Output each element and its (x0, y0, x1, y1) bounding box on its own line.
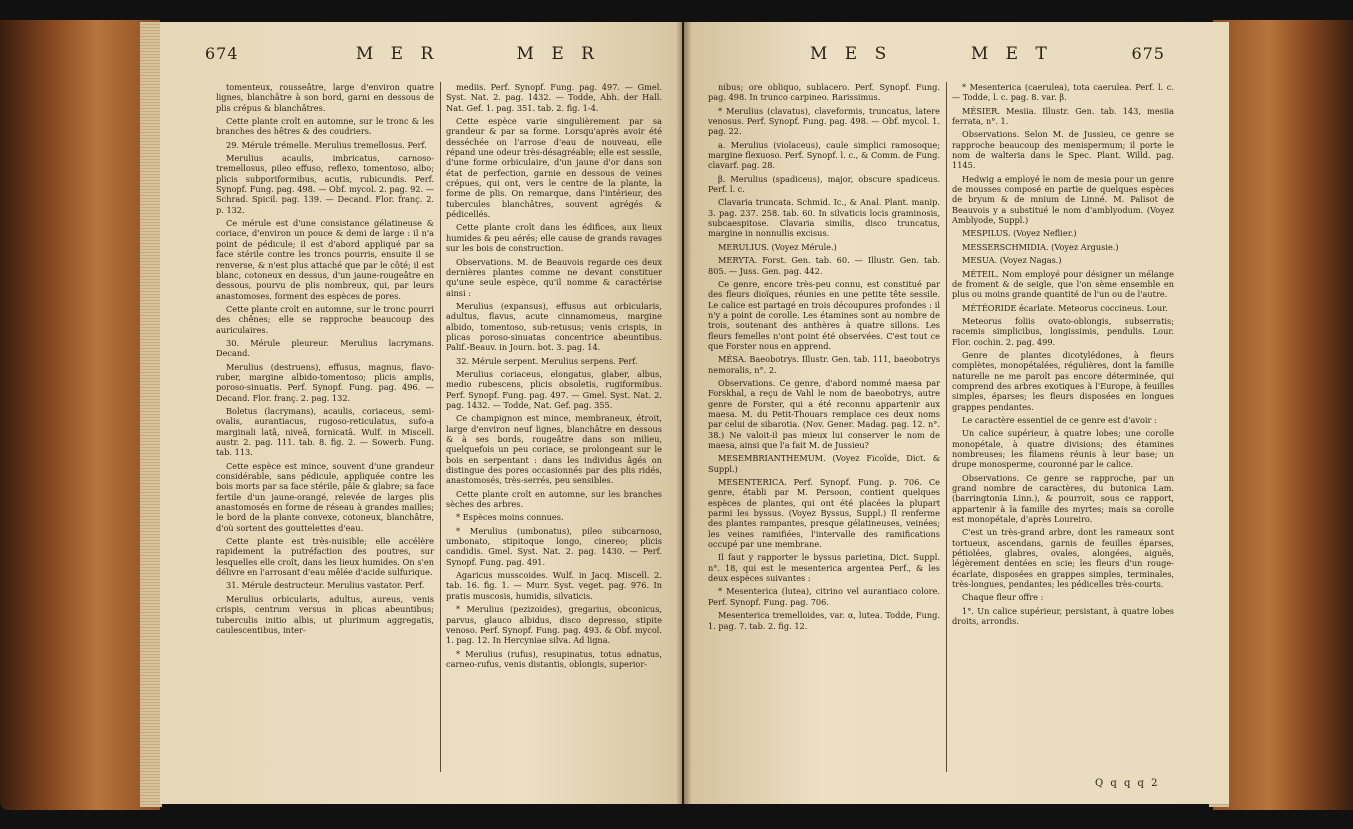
right-page-number: 675 (1131, 44, 1165, 63)
paragraph: mediis. Perf. Synopf. Fung. pag. 497. — Gmel. Syst. Nat. 2. pag. 1432. — Todde, Abh. der Hall. Nat. Gef. 1. pag. 351. tab. 2. fig. 1-4. (446, 82, 662, 113)
signature-mark: Q q q q 2 (1095, 778, 1160, 789)
paragraph: Cette plante est très-nuisible; elle accélère rapidement la putréfaction des poutres, sur lesquelles elle croît, dans les lieux humides. On s'en délivre en l'arrosant d'eau mêlée d'acide sulfurique. (216, 536, 434, 578)
paragraph: * Merulius (rufus), resupinatus, totus adnatus, carneo-rufus, venis distantis, oblongis, superior- (446, 648, 662, 669)
paragraph: MÉSIER. Mesiia. Illustr. Gen. tab. 143, mesiia ferrata, n°. 1. (952, 105, 1174, 127)
paragraph: Cette plante croît en automne, sur le tronc pourri des chênes; elle se rapproche beaucoup des auriculaires. (216, 303, 434, 335)
paragraph: Mesenterica tremelloides, var. α, lutea. Todde, Fung. 1. pag. 7. tab. 2. fig. 12. (708, 610, 940, 631)
paragraph: MERYTA. Forst. Gen. tab. 60. — Illustr. Gen. tab. 805. — Juss. Gen. pag. 442. (708, 255, 940, 276)
paragraph: tomenteux, rousseâtre, large d'environ quatre lignes, blanchâtre à son bord, garni en dessous de plis crépus & blanchâtres. (216, 82, 434, 113)
paragraph: * Merulius (clavatus), claveformis, truncatus, latere venosus. Perf. Synopf. Fung. pag. 498. — Obf. mycol. 1. pag. 22. (708, 105, 940, 137)
right-column-2 (952, 82, 1174, 630)
paragraph: Clavaria truncata. Schmid. Ic., & Anal. Plant. manip. 3. pag. 237. 258. tab. 60. In silvaticis locis graminosis, subcaespitose. Clavaria similis, disco truncatus, margine in nonnullis excisus. (708, 197, 940, 239)
paragraph: MÉSA. Baeobotrys. Illustr. Gen. tab. 111, baeobotrys nemoralis, n°. 2. (708, 354, 940, 375)
column-rule-right (946, 82, 947, 772)
paragraph: * Merulius (umbonatus), pileo subcarnoso, umbonato, stipitoque longo, cinereo; plicis candidis. Gmel. Syst. Nat. 2. pag. 1430. — Perf. Synopf. Fung. pag. 491. (446, 525, 662, 567)
paragraph: 30. Mérule pleureur. Merulius lacrymans. Decand. (216, 337, 434, 359)
left-page-header (205, 44, 660, 70)
paragraph: Merulius coriaceus, elongatus, glaber, albus, medio rubescens, plicis obsoletis, rugiformibus. Perf. Synopf. Fung. pag. 497. — Gmel. Syst. Nat. 2. pag. 1432. — Todde, Nat. Gef. pag. 355. (446, 368, 662, 410)
paragraph: Meteorus foliis ovato-oblongis, subserratis; racemis simplicibus, longissimis, pendulis. Lour. Flor. cochin. 2. pag. 499. (952, 315, 1174, 347)
paragraph: MESEMBRIANTHEMUM. (Voyez Ficoïde, Dict. & Suppl.) (708, 453, 940, 474)
paragraph: nibus; ore obliquo, sublacero. Perf. Synopf. Fung. pag. 498. In trunco carpineo. Rarissimus. (708, 82, 940, 103)
column-rule-left (440, 82, 441, 772)
paragraph: Observations. Selon M. de Jussieu, ce genre se rapproche beaucoup des menispermum; il porte le nom de walteria dans le Spec. Plant. Willd. pag. 1145. (952, 129, 1174, 171)
paragraph: Agaricus musscoides. Wulf. in Jacq. Miscell. 2. tab. 16. fig. 1. — Murr. Syst. veget. pag. 976. In pratis muscosis, humidis, silvaticis. (446, 570, 662, 601)
paragraph: Cette plante croît dans les édifices, aux lieux humides & peu aérés; elle cause de grands ravages sur les bois de construction. (446, 222, 662, 254)
paragraph: MESSERSCHMIDIA. (Voyez Argusie.) (962, 241, 1119, 252)
right-page-header (710, 44, 1165, 70)
paragraph: Ce genre, encore très-peu connu, est constitué par des fleurs dioïques, réunies en une petite tête sessile. Le calice est partagé en trois découpures profondes : il n'y a point de corolle. Les étamines sont au nombre de trois, soutenant des anthères à quatre sillons. Les fleurs femelles n'ont point été observées. C'est tout ce que Forster nous en apprend. (708, 278, 940, 351)
left-running-head: M E R (355, 44, 440, 64)
right-running-head: M E S (810, 44, 893, 64)
paragraph: 32. Mérule serpent. Merulius serpens. Perf. (456, 355, 638, 366)
paragraph: Ce mérule est d'une consistance gélatineuse & coriace, d'environ un pouce & demi de large : il n'a point de pédicule; il est d'abord appliqué par sa face stérile contre les troncs pourris, ensuite il se renverse, & n'est plus attaché que par le côté; il est blanc, cotoneux en dessus, d'un jaune-rougeâtre en dessous, pourvu de plis nombreux, qui, par leurs anastomoses, forment des espèces de pores. (216, 218, 434, 301)
paragraph: Merulius (destruens), effusus, magnus, flavo-ruber, margine albido-tomentoso; plicis amplis, poroso-sinuatis. Perf. Synopf. Fung. pag. 496. — Decand. Flor. franç. 2. pag. 132. (216, 361, 434, 403)
paragraph: β. Merulius (spadiceus), major, obscure spadiceus. Perf. l. c. (708, 173, 940, 195)
paragraph: Observations. Ce genre, d'abord nommé maesa par Forskhal, a reçu de Vahl le nom de baeobotrys, autre genre de Forster, qui a été reconnu appartenir aux maesa. M. du Petit-Thouars remplace ces deux noms par celui de sibarotia. (Nov. Gener. Madag. pag. 12. n°. 38.) Ne valoit-il pas mieux lui conserver le nom de maesa, ainsi que l'a fait M. de Jussieu? (708, 377, 940, 450)
paragraph: MESPILUS. (Voyez Neflier.) (962, 228, 1077, 239)
paragraph: Cette espèce varie singulièrement par sa grandeur & par sa forme. Lorsqu'après avoir été desséchée on l'arrose d'eau de nouveau, elle répand une odeur très-désagréable; elle est sessile, d'une forme orbiculaire, d'un jaune d'or dans son état de perfection, garnie en dessous de veines crépues, qui ont, vers le centre de la plante, la forme de plis. On remarque, dans l'intérieur, des tubercules blanchâtres, souvent agrégés & pédicellés. (446, 116, 662, 220)
book-cover-left (0, 20, 160, 810)
left-page-number: 674 (205, 44, 239, 63)
paragraph: Hedwig a employé le nom de mesia pour un genre de mousses composé en partie de quelques espèces de bryum & de mnium de Linné. M. Palisot de Beauvois y a substitué le nom d'amblyodum. (Voyez Amblyode, Suppl.) (952, 173, 1174, 226)
paragraph: Merulius orbicularis, adultus, aureus, venis crispis, centrum versus in plicas abeuntibus; tuberculis initio albis, ut plurimum aggregatis, caulescentibus, inter- (216, 593, 434, 635)
book-gutter (676, 22, 692, 804)
left-running-head-2: M E R (516, 44, 600, 64)
paragraph: * Espèces moins connues. (456, 512, 564, 523)
paragraph: * Mesenterica (caerulea), tota caerulea. Perf. l. c. — Todde, l. c. pag. 8. var. β. (952, 82, 1174, 103)
left-column-2 (446, 82, 662, 672)
paragraph: a. Merulius (violaceus), caule simplici ramosoque; margine flexuoso. Perf. Synopf. l. c., & Comm. de Fung. clavarf. pag. 28. (708, 139, 940, 171)
paragraph: Un calice supérieur, à quatre lobes; une corolle monopétale, à quatre divisions; des étamines nombreuses; les filamens réunis à leur base; un drupe monosperme, couronné par le calice. (952, 428, 1174, 470)
paragraph: 29. Mérule trémelle. Merulius tremellosus. Perf. (226, 139, 427, 150)
book-cover-right (1213, 20, 1353, 810)
paragraph: Cette plante croît en automne, sur le tronc & les branches des hêtres & des coudriers. (216, 116, 434, 137)
paragraph: * Mesenterica (lutea), citrino vel aurantiaco colore. Perf. Synopf. Fung. pag. 706. (708, 586, 940, 607)
paragraph: Cette espèce est mince, souvent d'une grandeur considérable, sans pédicule, appliquée contre les bois morts par sa face stérile, pâle & glabre; sa face fertile d'un jaune-orangé, relevée de larges plis anastomosés en forme de réseau à grandes mailles; le bord de la plante convexe, cotoneux, blanchâtre, d'où sortent des gouttelettes d'eau. (216, 460, 434, 533)
left-column-1 (216, 82, 434, 638)
paragraph: * Merulius (pezizoides), gregarius, obconicus, parvus, glauco albidus, disco depresso, stipite venoso. Perf. Synopf. Fung. pag. 493. & Obf. mycol. 1. pag. 12. In Hercyniae silva. Ad ligna. (446, 604, 662, 646)
paragraph: MÉTÉORIDE écarlate. Meteorus coccineus. Lour. (962, 302, 1168, 313)
paragraph: MESENTERICA. Perf. Synopf. Fung. p. 706. Ce genre, établi par M. Persoon, contient quelques espèces de plantes, qui ont été placées la plupart parmi les byssus. (Voyez Byssus, Suppl.) Il renferme des plantes rampantes, presque gélatineuses, veinées; les veines ramifiées, l'intervalle des ramifications occupé par une membrane. (708, 477, 940, 550)
paragraph: Il faut y rapporter le byssus parietina, Dict. Suppl. n°. 18, qui est le mesenterica argentea Perf., & les deux espèces suivantes : (708, 552, 940, 584)
paragraph: MÉTEIL. Nom employé pour désigner un mélange de froment & de seigle, que l'on sème ensemble en plus ou moins grande quantité de l'un ou de l'autre. (952, 268, 1174, 300)
paragraph: Boletus (lacrymans), acaulis, coriaceus, semi-ovalis, aurantiacus, rugoso-reticulatus, sufo-a marginali latâ, niveâ, fornicatâ. Wulf. in Miscell. austr. 2. pag. 111. tab. 8. fig. 2. — Sowerb. Fung. tab. 113. (216, 405, 434, 458)
paragraph: C'est un très-grand arbre, dont les rameaux sont tortueux, ascendans, garnis de feuilles éparses, pétiolées, glabres, ovales, alongées, aiguës, légèrement dentées en scie; les fleurs d'un rouge-écarlate, disposées en grappes simples, terminales, très-longues, pendantes; les pédicelles très-courts. (952, 527, 1174, 590)
paragraph: Observations. M. de Beauvois regarde ces deux dernières plantes comme ne devant constituer qu'une seule espèce, qu'il nomme & caractérise ainsi : (446, 256, 662, 298)
paragraph: MESUA. (Voyez Nagas.) (962, 255, 1062, 266)
paragraph: Ce champignon est mince, membraneux, étroit, large d'environ neuf lignes, blanchâtre en dessous & à ses bords, rougeâtre dans son milieu, quelquefois un peu coriace, se prolongeant sur le bois en serpentant : dans les individus âgés on distingue des pores occasionnés par des plis ridés, anastomosés, très-serrés, peu sensibles. (446, 413, 662, 486)
paragraph: Cette plante croît en automne, sur les branches sèches des arbres. (446, 488, 662, 510)
paragraph: Merulius acaulis, imbricatus, carnoso-tremellosus, pileo effuso, reflexo, tomentoso, albo; plicis subporiformibus, acutis, rubicundis. Perf. Synopf. Fung. pag. 498. — Obf. mycol. 2. pag. 92. — Schrad. Spicil. pag. 139. — Decand. Flor. franç. 2. p. 132. (216, 153, 434, 215)
paragraph: 31. Mérule destructeur. Merulius vastator. Perf. (226, 580, 425, 591)
paragraph: Merulius (expansus), effusus aut orbicularis, adultus, flavus, acute cinnamomeus, margine albido, tomentoso, sub-retusus; venis crispis, in plicas poroso-sinuatas concentrice abeuntibus. Palif.-Beauv. in Journ. bot. 3. pag. 14. (446, 300, 662, 353)
paragraph: Chaque fleur offre : (962, 592, 1044, 603)
paragraph: 1°. Un calice supérieur, persistant, à quatre lobes droits, arrondis. (952, 605, 1174, 627)
paragraph: Le caractère essentiel de ce genre est d'avoir : (962, 414, 1157, 425)
right-column-1 (708, 82, 940, 634)
page-edges-left (140, 22, 162, 807)
paragraph: Observations. Ce genre se rapproche, par un grand nombre de caractères, du butonica Lam. (barringtonia Linn.), & pourroit, sous ce rapport, appartenir à la famille des myrtes; mais sa corolle est monopétale, d'après Loureiro. (952, 472, 1174, 525)
paragraph: MERULIUS. (Voyez Mérule.) (718, 241, 837, 252)
right-running-head-2: M E T (970, 44, 1053, 64)
paragraph: Genre de plantes dicotylédones, à fleurs complètes, monopétalées, régulières, dont la famille naturelle ne me paroît pas encore déterminée, qui comprend des arbres exotiques à l'Europe, à feuilles simples, éparses; les fleurs disposées en longues grappes pendantes. (952, 349, 1174, 412)
